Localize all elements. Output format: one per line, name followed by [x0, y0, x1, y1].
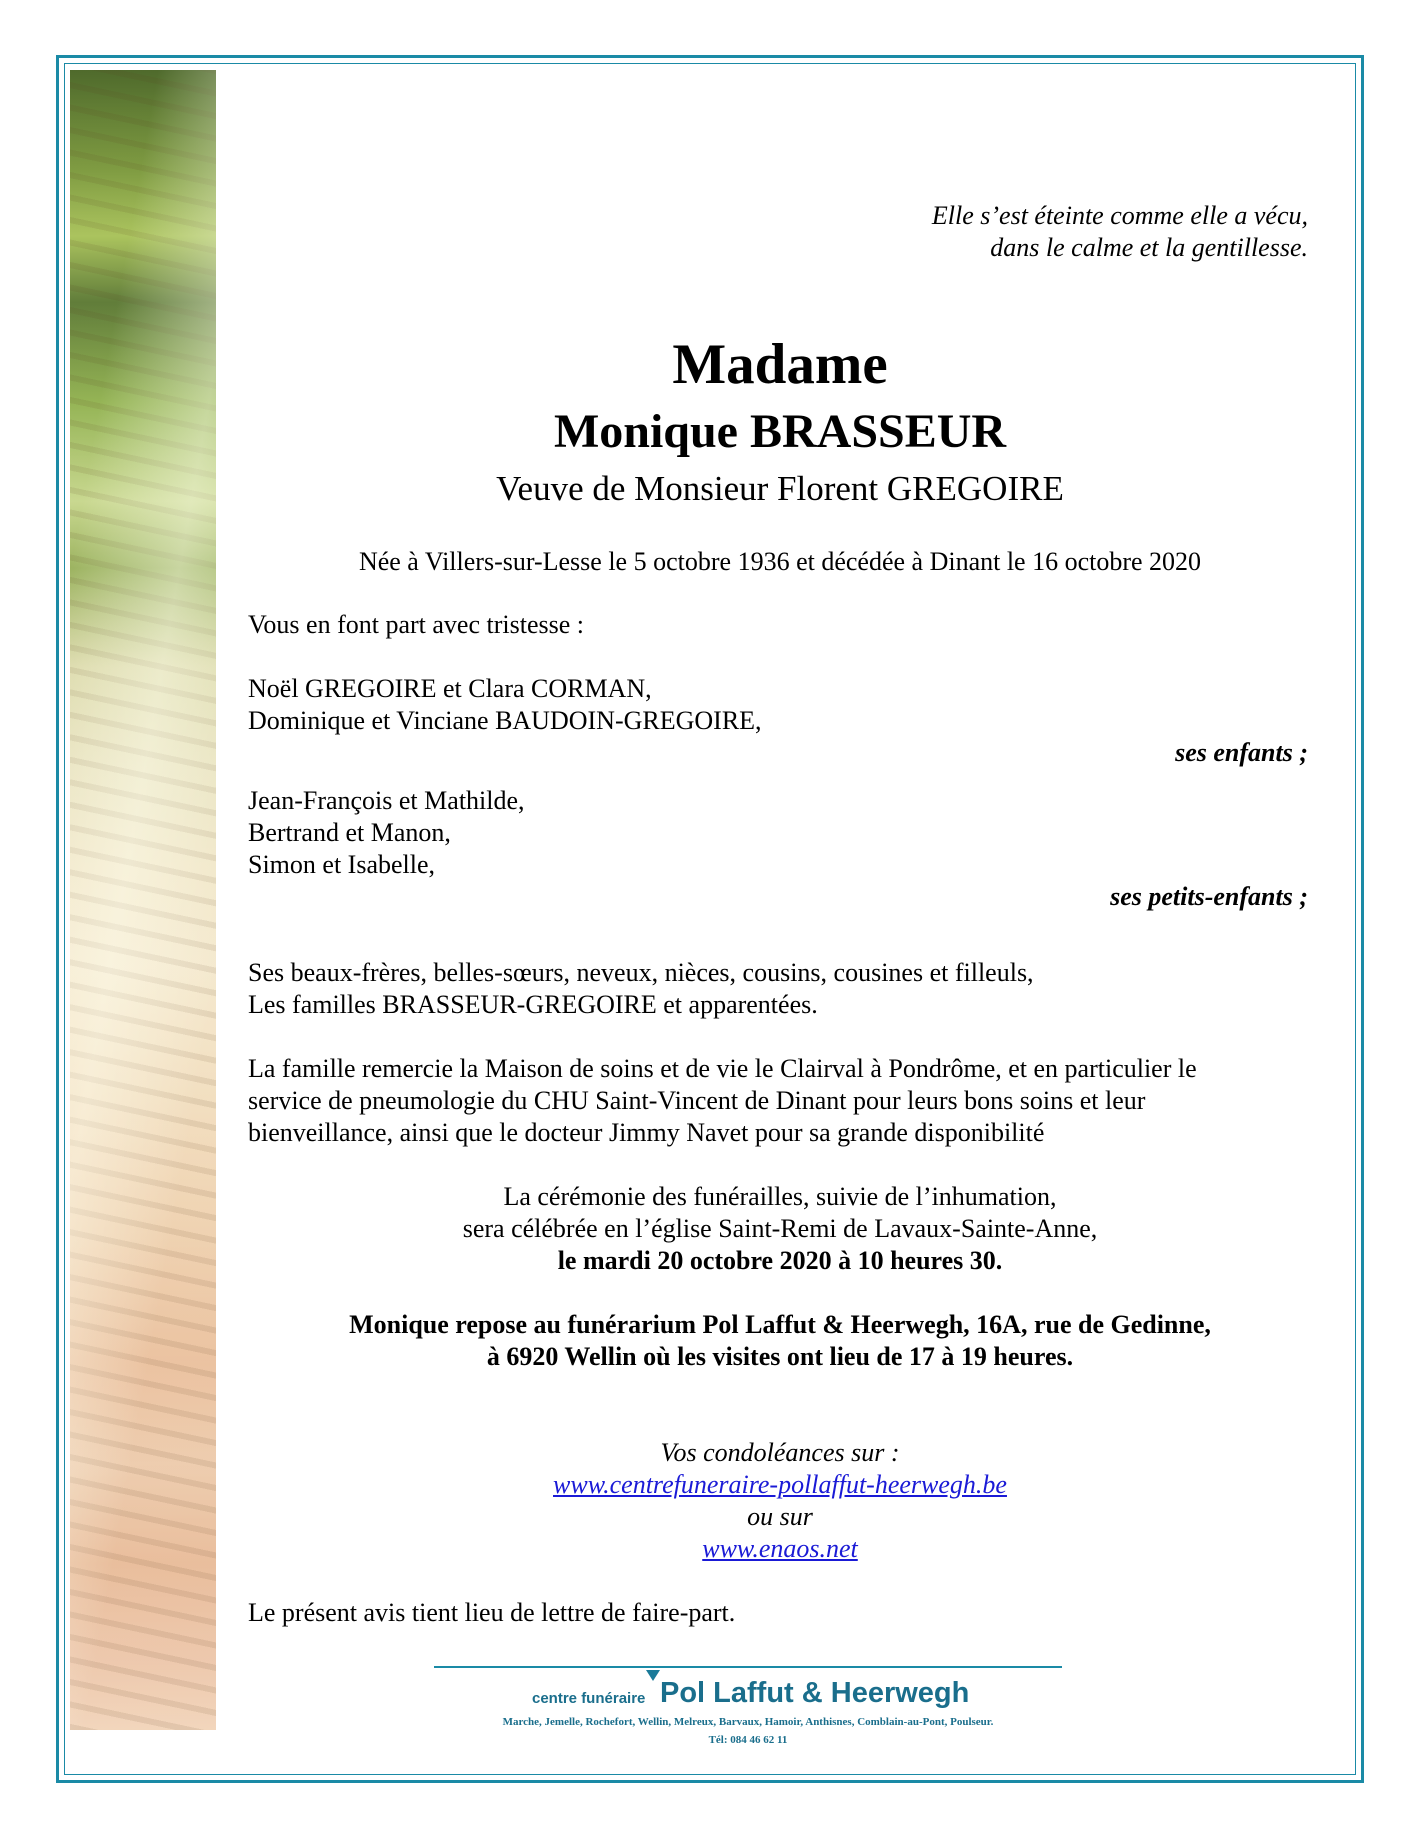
child-line: Dominique et Vinciane BAUDOIN-GREGOIRE,: [248, 706, 762, 735]
epigraph-line-2: dans le calme et la gentillesse.: [990, 233, 1308, 262]
logo-arrow-icon: [646, 1670, 660, 1681]
ceremony-line-1: La cérémonie des funérailles, suivie de l’inhumation,: [503, 1182, 1057, 1211]
logo-phone: Tél: 084 46 62 11: [708, 1734, 788, 1746]
ceremony-date: le mardi 20 octobre 2020 à 10 heures 30.: [557, 1246, 1003, 1275]
condolences-link-2-row: [248, 1533, 1312, 1565]
relatives-line: Ses beaux-frères, belles-sœurs, neveux, nièces, cousins, cousines et filleuls,: [248, 958, 1034, 987]
forest-path-photo: [70, 70, 216, 1730]
visit-line-2: à 6920 Wellin où les visites ont lieu de 17 à 19 heures.: [486, 1342, 1074, 1371]
epigraph-line-1: Elle s’est éteinte comme elle a vécu,: [931, 201, 1308, 230]
thanks-line: service de pneumologie du CHU Saint-Vincent de Dinant pour leurs bons soins et leur: [248, 1086, 1146, 1115]
condolences-link-1[interactable]: www.centrefuneraire-pollaffut-heerwegh.be: [553, 1470, 1007, 1499]
logo-places: Marche, Jemelle, Rochefort, Wellin, Melreux, Barvaux, Hamoir, Anthisnes, Comblain-au-Pont, Poulseur.: [502, 1716, 994, 1728]
child-line: Noël GREGOIRE et Clara CORMAN,: [248, 674, 652, 703]
relatives-line: Les familles BRASSEUR-GREGOIRE et apparentées.: [248, 990, 818, 1019]
logo-small-text: centre funéraire: [532, 1690, 646, 1707]
title-madame: Madame: [672, 333, 888, 396]
closing-text: Le présent avis tient lieu de lettre de faire-part.: [248, 1598, 736, 1627]
children-role: ses enfants ;: [1175, 738, 1308, 767]
logo-brand-name: Pol Laffut & Heerwegh: [660, 1677, 970, 1709]
ceremony-line-2: sera célébrée en l’église Saint-Remi de Lavaux-Sainte-Anne,: [462, 1214, 1098, 1243]
grandchild-line: Simon et Isabelle,: [248, 850, 436, 879]
condolences-link-1-row: [248, 1469, 1312, 1501]
intro-text: Vous en font part avec tristesse :: [248, 610, 584, 639]
deceased-name: Monique BRASSEUR: [553, 405, 1007, 458]
condolences-label: Vos condoléances sur :: [660, 1438, 900, 1467]
condolences-link-2[interactable]: www.enaos.net: [702, 1534, 858, 1563]
thanks-line: La famille remercie la Maison de soins et de vie le Clairval à Pondrôme, et en particulier le: [248, 1054, 1197, 1083]
grandchild-line: Bertrand et Manon,: [248, 818, 451, 847]
birth-death-line: Née à Villers-sur-Lesse le 5 octobre 1936 et décédée à Dinant le 16 octobre 2020: [358, 547, 1202, 576]
condolences-or: ou sur: [747, 1502, 813, 1531]
grandchildren-role: ses petits-enfants ;: [1110, 882, 1308, 911]
logo-rule: [434, 1666, 1062, 1668]
widow-of: Veuve de Monsieur Florent GREGOIRE: [496, 469, 1064, 508]
thanks-line: bienveillance, ainsi que le docteur Jimmy Navet pour sa grande disponibilité: [248, 1118, 1045, 1147]
grandchild-line: Jean-François et Mathilde,: [248, 786, 525, 815]
visit-line-1: Monique repose au funérarium Pol Laffut & Heerwegh, 16A, rue de Gedinne,: [349, 1310, 1211, 1339]
